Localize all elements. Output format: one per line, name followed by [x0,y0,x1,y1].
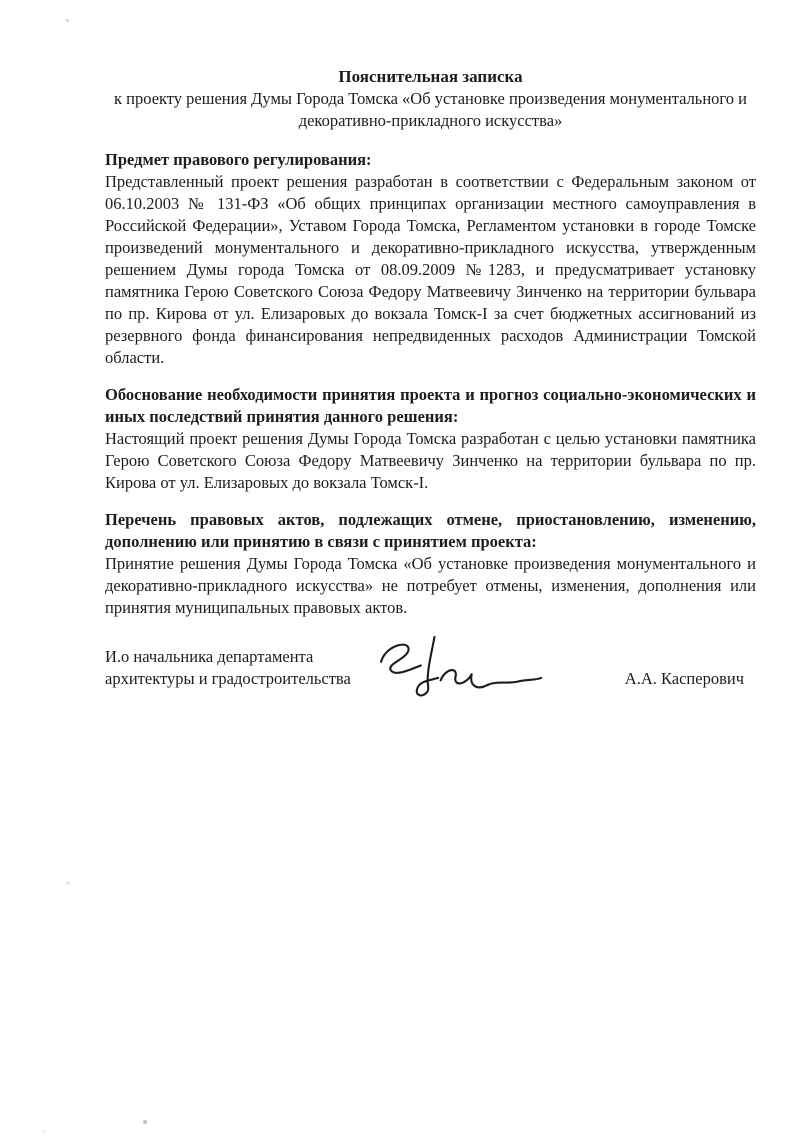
section-heading: Предмет правового регулирования: [105,150,372,169]
section-body: Представленный проект решения разработан в соответствии с Федеральным законом от 06.10.2003 № 131-ФЗ «Об общих принципах организации местного самоуправления в Российской Федерации», Уставом Города Томска, Регламентом установки в городе Томске произведений монументального и декоративно-прикладного искусства, утвержденным решением Думы города Томска от 08.09.2009 №1283, и предусматривает установку памятника Герою Советского Союза Федору Матвеевичу Зинченко на территории бульвара по пр. Кирова от ул. Елизаровых до вокзала Томск-I за счет бюджетных ассигнований из резервного фонда финансирования непредвиденных расходов Администрации Томской области. [105,172,756,367]
signer-position [105,646,373,690]
section-justification [105,384,756,494]
document-content [105,66,756,690]
signer-position-line1: И.о начальника департамента [105,647,314,666]
scan-speck [143,1120,147,1124]
section-body: Принятие решения Думы Города Томска «Об установке произведения монументального и декоративно-прикладного искусства» не потребует отмены, изменения, дополнения или принятия муниципальных правовых актов. [105,554,756,617]
signature-block [105,646,756,690]
section-subject [105,149,756,369]
section-heading: Перечень правовых актов, подлежащих отмене, приостановлению, изменению, дополнению или принятию в связи с принятием проекта: [105,510,756,551]
document-subtitle: к проекту решения Думы Города Томска «Об установке произведения монументального и декоративно-прикладного искусства» [114,89,747,130]
handwritten-signature-icon [373,632,548,704]
section-acts-list [105,509,756,619]
signer-name: А.А. Касперович [624,669,744,688]
section-heading: Обоснование необходимости принятия проекта и прогноз социально-экономических и иных последствий принятия данного решения: [105,385,756,426]
section-body: Настоящий проект решения Думы Города Томска разработан с целью установки памятника Герою Советского Союза Федору Матвеевичу Зинченко на территории бульвара по пр. Кирова от ул. Елизаровых до вокзала Томск-I. [105,429,756,492]
document-title: Пояснительная записка [338,67,523,86]
signer-position-line2: архитектуры и градостроительства [105,669,351,688]
scan-speck [42,1130,46,1133]
scan-speck [66,881,70,885]
scan-speck [66,19,69,22]
